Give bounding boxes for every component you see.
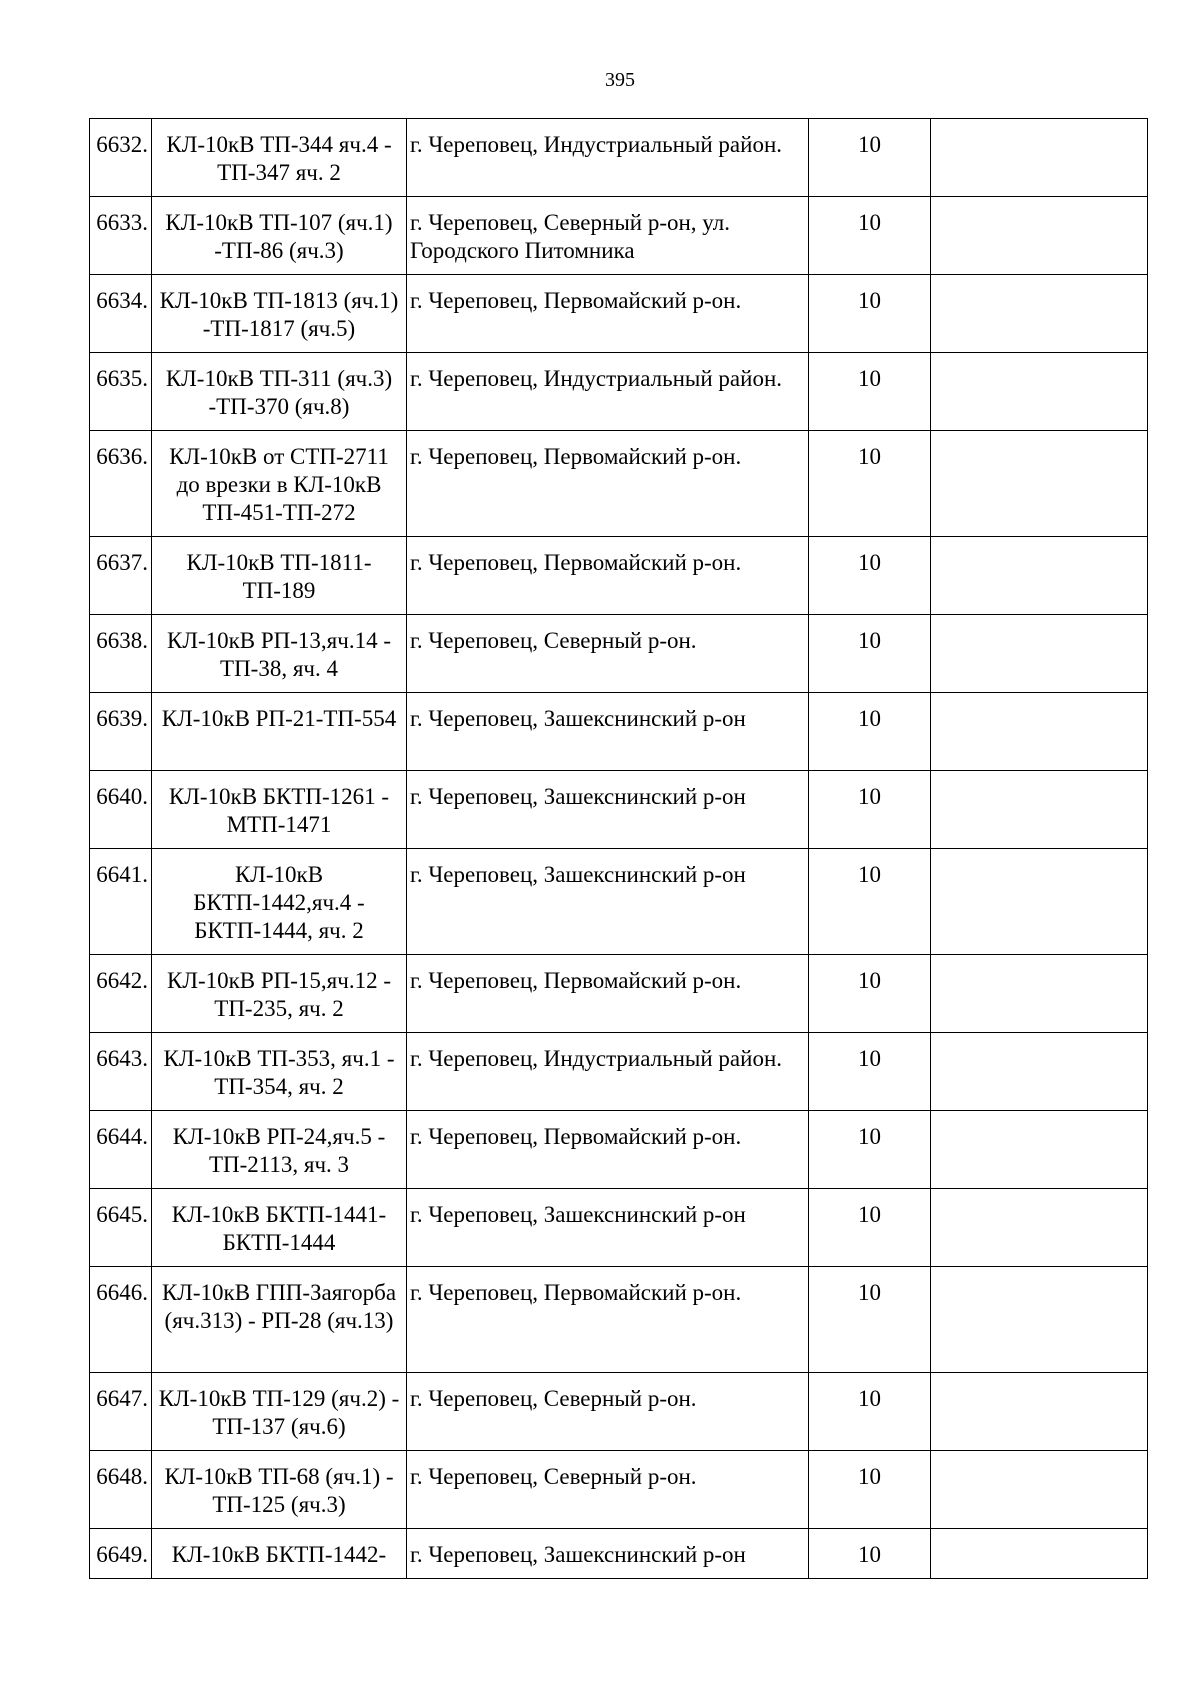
row-number: 6638. — [90, 615, 152, 693]
page-number: 395 — [605, 69, 635, 91]
row-number: 6635. — [90, 353, 152, 431]
empty-cell — [931, 275, 1148, 353]
empty-cell — [931, 353, 1148, 431]
table-row — [90, 1111, 1148, 1189]
empty-cell — [931, 119, 1148, 197]
cable-line-name: КЛ-10кВ ТП-1813 (яч.1) -ТП-1817 (яч.5) — [152, 275, 407, 353]
row-number: 6645. — [90, 1189, 152, 1267]
voltage: 10 — [809, 1189, 931, 1267]
voltage: 10 — [809, 955, 931, 1033]
cable-line-name: КЛ-10кВ РП-24,яч.5 - ТП-2113, яч. 3 — [152, 1111, 407, 1189]
location: г. Череповец, Индустриальный район. — [407, 119, 809, 197]
cable-line-name: КЛ-10кВ ТП-107 (яч.1) -ТП-86 (яч.3) — [152, 197, 407, 275]
table-row — [90, 537, 1148, 615]
table-row — [90, 1451, 1148, 1529]
voltage: 10 — [809, 771, 931, 849]
empty-cell — [931, 1451, 1148, 1529]
empty-cell — [931, 1111, 1148, 1189]
location: г. Череповец, Северный р-он. — [407, 1373, 809, 1451]
row-number: 6649. — [90, 1529, 152, 1579]
row-number: 6632. — [90, 119, 152, 197]
location: г. Череповец, Северный р-он, ул. Городского Питомника — [407, 197, 809, 275]
voltage: 10 — [809, 1111, 931, 1189]
location: г. Череповец, Первомайский р-он. — [407, 431, 809, 537]
empty-cell — [931, 693, 1148, 771]
table-row — [90, 849, 1148, 955]
voltage: 10 — [809, 1373, 931, 1451]
cable-line-name: КЛ-10кВ ГПП-Заягорба (яч.313) - РП-28 (яч.13) — [152, 1267, 407, 1373]
voltage: 10 — [809, 431, 931, 537]
cable-line-name: КЛ-10кВ РП-21-ТП-554 — [152, 693, 407, 771]
cable-line-name: КЛ-10кВ БКТП-1441-БКТП-1444 — [152, 1189, 407, 1267]
location: г. Череповец, Северный р-он. — [407, 1451, 809, 1529]
row-number: 6642. — [90, 955, 152, 1033]
voltage: 10 — [809, 849, 931, 955]
empty-cell — [931, 1267, 1148, 1373]
table-row — [90, 431, 1148, 537]
location: г. Череповец, Индустриальный район. — [407, 1033, 809, 1111]
empty-cell — [931, 615, 1148, 693]
cable-line-name: КЛ-10кВ БКТП-1261 - МТП-1471 — [152, 771, 407, 849]
row-number: 6639. — [90, 693, 152, 771]
table-row — [90, 1033, 1148, 1111]
cable-line-name: КЛ-10кВ РП-15,яч.12 - ТП-235, яч. 2 — [152, 955, 407, 1033]
location: г. Череповец, Индустриальный район. — [407, 353, 809, 431]
cable-lines-table — [89, 118, 1148, 1579]
empty-cell — [931, 849, 1148, 955]
table-row — [90, 771, 1148, 849]
table-row — [90, 615, 1148, 693]
cable-line-name: КЛ-10кВ ТП-353, яч.1 - ТП-354, яч. 2 — [152, 1033, 407, 1111]
cable-line-name: КЛ-10кВ ТП-129 (яч.2) - ТП-137 (яч.6) — [152, 1373, 407, 1451]
row-number: 6636. — [90, 431, 152, 537]
voltage: 10 — [809, 197, 931, 275]
voltage: 10 — [809, 537, 931, 615]
row-number: 6634. — [90, 275, 152, 353]
location: г. Череповец, Зашекснинский р-он — [407, 849, 809, 955]
location: г. Череповец, Первомайский р-он. — [407, 537, 809, 615]
table-row — [90, 1373, 1148, 1451]
voltage: 10 — [809, 119, 931, 197]
empty-cell — [931, 431, 1148, 537]
empty-cell — [931, 1529, 1148, 1579]
empty-cell — [931, 197, 1148, 275]
location: г. Череповец, Первомайский р-он. — [407, 275, 809, 353]
table-row — [90, 693, 1148, 771]
voltage: 10 — [809, 693, 931, 771]
row-number: 6644. — [90, 1111, 152, 1189]
location: г. Череповец, Первомайский р-он. — [407, 1267, 809, 1373]
empty-cell — [931, 1033, 1148, 1111]
table-row — [90, 119, 1148, 197]
table-row — [90, 1267, 1148, 1373]
row-number: 6640. — [90, 771, 152, 849]
row-number: 6641. — [90, 849, 152, 955]
row-number: 6647. — [90, 1373, 152, 1451]
voltage: 10 — [809, 1267, 931, 1373]
location: г. Череповец, Первомайский р-он. — [407, 1111, 809, 1189]
table-row — [90, 955, 1148, 1033]
table-row — [90, 1189, 1148, 1267]
table-row — [90, 275, 1148, 353]
voltage: 10 — [809, 1033, 931, 1111]
location: г. Череповец, Зашекснинский р-он — [407, 693, 809, 771]
cable-line-name: КЛ-10кВ БКТП-1442,яч.4 - БКТП-1444, яч. 2 — [152, 849, 407, 955]
location: г. Череповец, Северный р-он. — [407, 615, 809, 693]
location: г. Череповец, Первомайский р-он. — [407, 955, 809, 1033]
row-number: 6646. — [90, 1267, 152, 1373]
table-row — [90, 1529, 1148, 1579]
empty-cell — [931, 1189, 1148, 1267]
cable-line-name: КЛ-10кВ БКТП-1442- — [152, 1529, 407, 1579]
table-body — [90, 119, 1148, 1579]
empty-cell — [931, 955, 1148, 1033]
voltage: 10 — [809, 1451, 931, 1529]
row-number: 6648. — [90, 1451, 152, 1529]
cable-line-name: КЛ-10кВ ТП-68 (яч.1) - ТП-125 (яч.3) — [152, 1451, 407, 1529]
voltage: 10 — [809, 615, 931, 693]
cable-line-name: КЛ-10кВ ТП-1811-ТП-189 — [152, 537, 407, 615]
table-row — [90, 353, 1148, 431]
location: г. Череповец, Зашекснинский р-он — [407, 1529, 809, 1579]
voltage: 10 — [809, 353, 931, 431]
location: г. Череповец, Зашекснинский р-он — [407, 1189, 809, 1267]
voltage: 10 — [809, 1529, 931, 1579]
cable-line-name: КЛ-10кВ ТП-311 (яч.3) -ТП-370 (яч.8) — [152, 353, 407, 431]
row-number: 6643. — [90, 1033, 152, 1111]
table-row — [90, 197, 1148, 275]
empty-cell — [931, 1373, 1148, 1451]
row-number: 6633. — [90, 197, 152, 275]
location: г. Череповец, Зашекснинский р-он — [407, 771, 809, 849]
empty-cell — [931, 771, 1148, 849]
voltage: 10 — [809, 275, 931, 353]
row-number: 6637. — [90, 537, 152, 615]
empty-cell — [931, 537, 1148, 615]
cable-line-name: КЛ-10кВ РП-13,яч.14 - ТП-38, яч. 4 — [152, 615, 407, 693]
cable-line-name: КЛ-10кВ ТП-344 яч.4 - ТП-347 яч. 2 — [152, 119, 407, 197]
cable-line-name: КЛ-10кВ от СТП-2711 до врезки в КЛ-10кВ ТП-451-ТП-272 — [152, 431, 407, 537]
